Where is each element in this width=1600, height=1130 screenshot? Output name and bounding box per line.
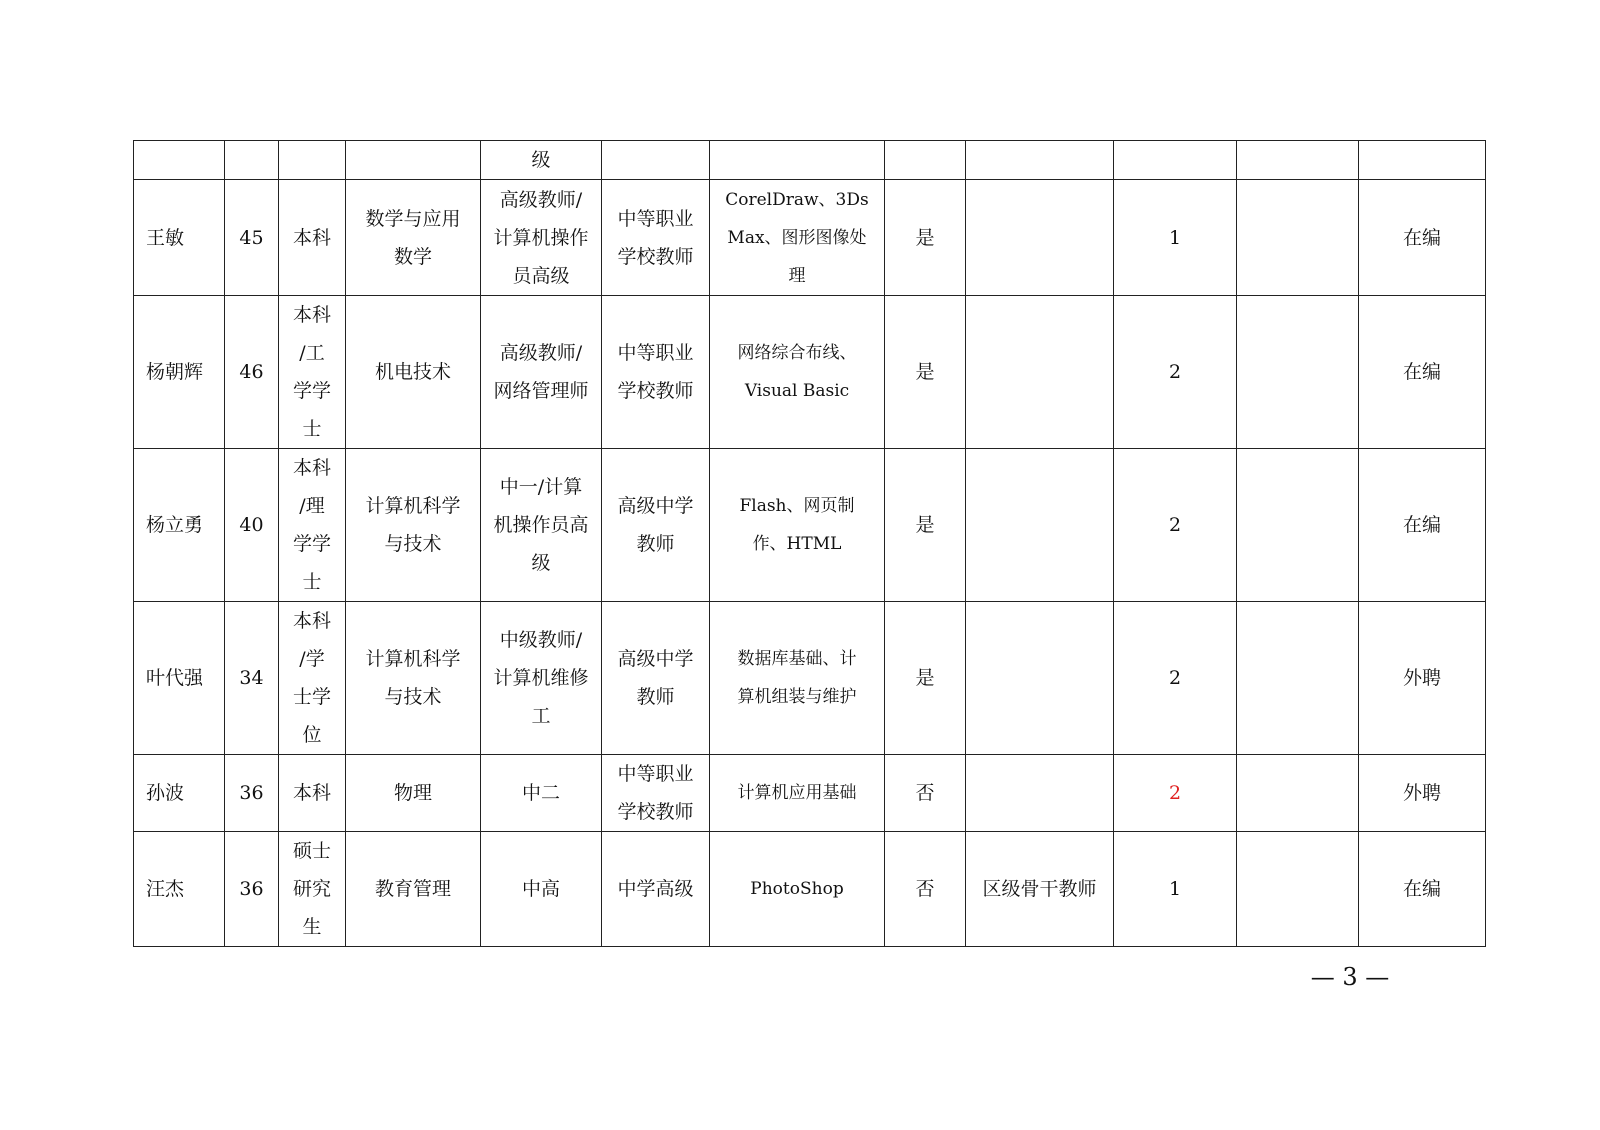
courses-cell: CorelDraw、3Ds Max、图形图像处 理 bbox=[710, 180, 885, 296]
education-cell: 本科 /理 学学 士 bbox=[279, 449, 346, 602]
courses-cell: 计算机应用基础 bbox=[710, 755, 885, 832]
continuation-cell bbox=[1114, 141, 1237, 180]
count-cell: 2 bbox=[1114, 755, 1237, 832]
courses-cell: 数据库基础、计 算机组装与维护 bbox=[710, 602, 885, 755]
honor-cell bbox=[966, 180, 1114, 296]
teacher-name-cell: 杨朝辉 bbox=[134, 296, 225, 449]
dual-qualified-cell: 否 bbox=[885, 832, 966, 947]
dual-qualified-cell: 是 bbox=[885, 449, 966, 602]
education-cell: 本科 bbox=[279, 755, 346, 832]
qualification-cell: 中等职业 学校教师 bbox=[602, 755, 710, 832]
age-cell: 46 bbox=[225, 296, 279, 449]
blank-cell bbox=[1237, 296, 1359, 449]
age-cell: 45 bbox=[225, 180, 279, 296]
continuation-cell bbox=[279, 141, 346, 180]
major-cell: 数学与应用 数学 bbox=[346, 180, 481, 296]
continuation-cell bbox=[225, 141, 279, 180]
table-row bbox=[134, 180, 1486, 296]
title-cell: 中二 bbox=[481, 755, 602, 832]
courses-cell: PhotoShop bbox=[710, 832, 885, 947]
blank-cell bbox=[1237, 449, 1359, 602]
age-cell: 36 bbox=[225, 832, 279, 947]
table-row bbox=[134, 602, 1486, 755]
continuation-cell bbox=[1237, 141, 1359, 180]
education-cell: 本科 bbox=[279, 180, 346, 296]
table-row bbox=[134, 296, 1486, 449]
dual-qualified-cell: 是 bbox=[885, 296, 966, 449]
courses-cell: 网络综合布线、 Visual Basic bbox=[710, 296, 885, 449]
courses-cell: Flash、网页制 作、HTML bbox=[710, 449, 885, 602]
count-cell: 1 bbox=[1114, 832, 1237, 947]
qualification-cell: 高级中学 教师 bbox=[602, 602, 710, 755]
blank-cell bbox=[1237, 602, 1359, 755]
major-cell: 计算机科学 与技术 bbox=[346, 602, 481, 755]
qualification-cell: 中学高级 bbox=[602, 832, 710, 947]
title-cell: 高级教师/ 计算机操作 员高级 bbox=[481, 180, 602, 296]
education-cell: 本科 /学 士学 位 bbox=[279, 602, 346, 755]
faculty-table-body bbox=[134, 141, 1486, 947]
teacher-name-cell: 杨立勇 bbox=[134, 449, 225, 602]
education-cell: 本科 /工 学学 士 bbox=[279, 296, 346, 449]
major-cell: 机电技术 bbox=[346, 296, 481, 449]
count-cell: 2 bbox=[1114, 296, 1237, 449]
title-cell: 中级教师/ 计算机维修 工 bbox=[481, 602, 602, 755]
qualification-cell: 高级中学 教师 bbox=[602, 449, 710, 602]
blank-cell bbox=[1237, 180, 1359, 296]
blank-cell bbox=[1237, 832, 1359, 947]
honor-cell bbox=[966, 449, 1114, 602]
honor-cell: 区级骨干教师 bbox=[966, 832, 1114, 947]
continuation-cell bbox=[1359, 141, 1486, 180]
count-cell: 2 bbox=[1114, 449, 1237, 602]
major-cell: 教育管理 bbox=[346, 832, 481, 947]
dual-qualified-cell: 否 bbox=[885, 755, 966, 832]
age-cell: 40 bbox=[225, 449, 279, 602]
continuation-cell bbox=[966, 141, 1114, 180]
count-cell: 2 bbox=[1114, 602, 1237, 755]
major-cell: 物理 bbox=[346, 755, 481, 832]
age-cell: 34 bbox=[225, 602, 279, 755]
employment-status-cell: 外聘 bbox=[1359, 755, 1486, 832]
honor-cell bbox=[966, 602, 1114, 755]
age-cell: 36 bbox=[225, 755, 279, 832]
teacher-name-cell: 王敏 bbox=[134, 180, 225, 296]
teacher-name-cell: 孙波 bbox=[134, 755, 225, 832]
page-number: — 3 — bbox=[1310, 963, 1390, 991]
qualification-cell: 中等职业 学校教师 bbox=[602, 180, 710, 296]
teacher-name-cell: 叶代强 bbox=[134, 602, 225, 755]
table-row bbox=[134, 755, 1486, 832]
blank-cell bbox=[1237, 755, 1359, 832]
continuation-cell bbox=[602, 141, 710, 180]
employment-status-cell: 在编 bbox=[1359, 180, 1486, 296]
honor-cell bbox=[966, 296, 1114, 449]
continuation-cell bbox=[710, 141, 885, 180]
continuation-cell bbox=[885, 141, 966, 180]
honor-cell bbox=[966, 755, 1114, 832]
employment-status-cell: 外聘 bbox=[1359, 602, 1486, 755]
dual-qualified-cell: 是 bbox=[885, 180, 966, 296]
continuation-cell bbox=[346, 141, 481, 180]
education-cell: 硕士 研究 生 bbox=[279, 832, 346, 947]
qualification-cell: 中等职业 学校教师 bbox=[602, 296, 710, 449]
count-cell: 1 bbox=[1114, 180, 1237, 296]
employment-status-cell: 在编 bbox=[1359, 832, 1486, 947]
employment-status-cell: 在编 bbox=[1359, 296, 1486, 449]
dual-qualified-cell: 是 bbox=[885, 602, 966, 755]
employment-status-cell: 在编 bbox=[1359, 449, 1486, 602]
title-cell: 中高 bbox=[481, 832, 602, 947]
title-cell: 中一/计算 机操作员高 级 bbox=[481, 449, 602, 602]
table-row bbox=[134, 449, 1486, 602]
title-cell: 高级教师/ 网络管理师 bbox=[481, 296, 602, 449]
continuation-cell: 级 bbox=[481, 141, 602, 180]
faculty-table bbox=[133, 140, 1486, 947]
continuation-row bbox=[134, 141, 1486, 180]
continuation-cell bbox=[134, 141, 225, 180]
teacher-name-cell: 汪杰 bbox=[134, 832, 225, 947]
major-cell: 计算机科学 与技术 bbox=[346, 449, 481, 602]
table-row bbox=[134, 832, 1486, 947]
